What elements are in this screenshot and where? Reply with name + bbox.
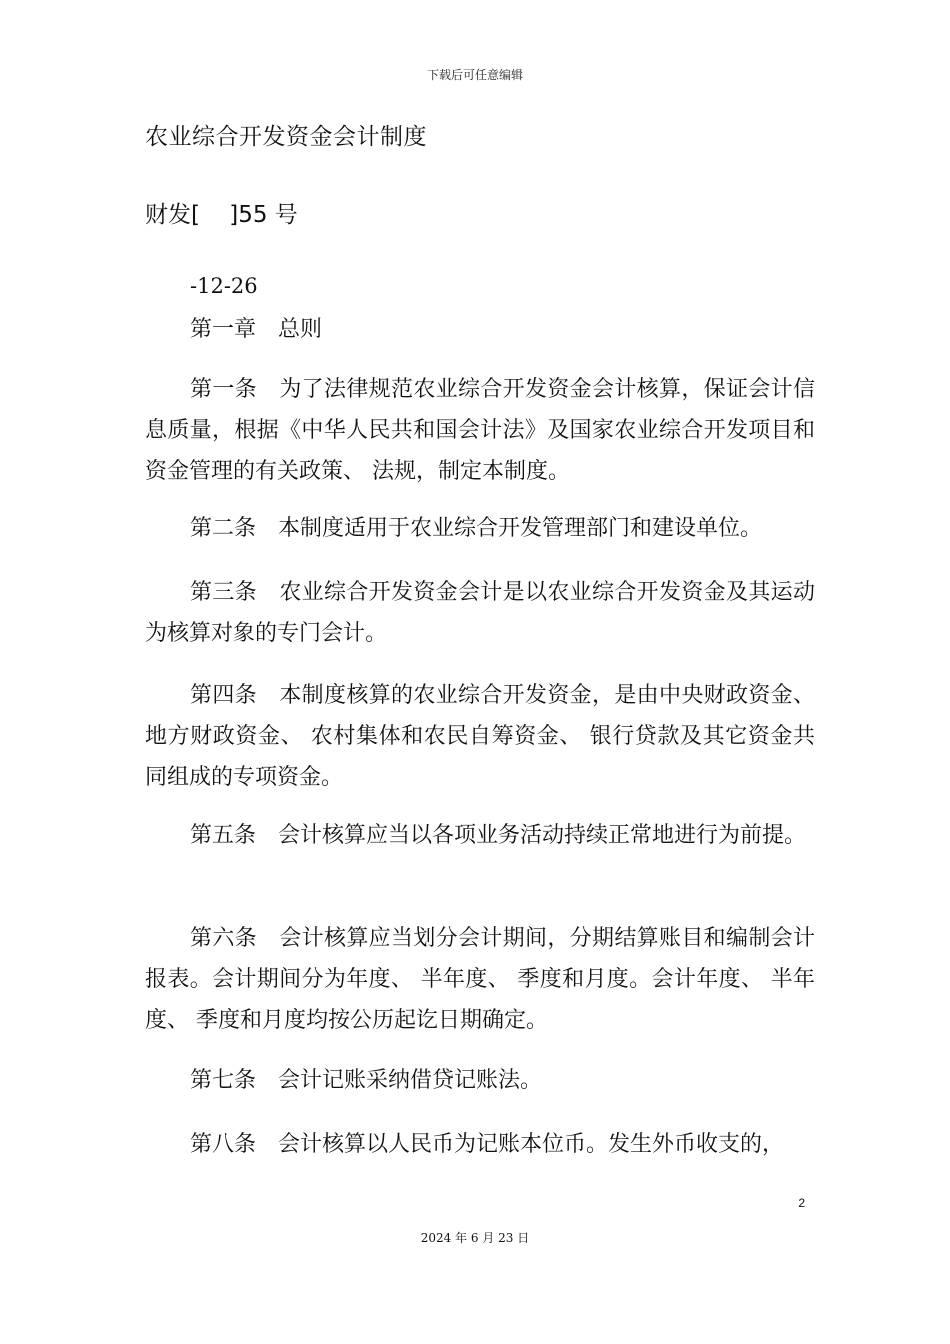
- article-7: 第七条 会计记账采纳借贷记账法。: [190, 1068, 543, 1093]
- document-number: 财发[ ]55 号: [145, 202, 298, 228]
- footer-date: 2024 年 6 月 23 日: [420, 1231, 530, 1245]
- page-header-note: 下载后可任意编辑: [426, 68, 523, 82]
- article-1: 第一条 为了法律规范农业综合开发资金会计核算，保证会计信息质量，根据《中华人民共和国会计法》及国家农业综合开发项目和资金管理的有关政策、 法规，制定本制度。: [145, 377, 815, 484]
- document-title: 农业综合开发资金会计制度: [145, 124, 427, 150]
- chapter-heading: 第一章 总则: [190, 317, 323, 342]
- article-6: 第六条 会计核算应当划分会计期间，分期结算账目和编制会计报表。会计期间分为年度、 半年度、 季度和月度。会计年度、 半年度、 季度和月度均按公历起讫日期确定。: [145, 926, 815, 1033]
- document-date: -12-26: [190, 274, 258, 298]
- article-2: 第二条 本制度适用于农业综合开发管理部门和建设单位。: [190, 516, 763, 541]
- page-number: 2: [798, 1196, 805, 1210]
- article-3: 第三条 农业综合开发资金会计是以农业综合开发资金及其运动为核算对象的专门会计。: [145, 580, 815, 646]
- article-8: 第八条 会计核算以人民币为记账本位币。发生外币收支的，: [190, 1132, 785, 1157]
- article-4: 第四条 本制度核算的农业综合开发资金，是由中央财政资金、 地方财政资金、 农村集体和农民自筹资金、 银行贷款及其它资金共同组成的专项资金。: [145, 683, 822, 790]
- article-5: 第五条 会计核算应当以各项业务活动持续正常地进行为前提。: [190, 823, 807, 848]
